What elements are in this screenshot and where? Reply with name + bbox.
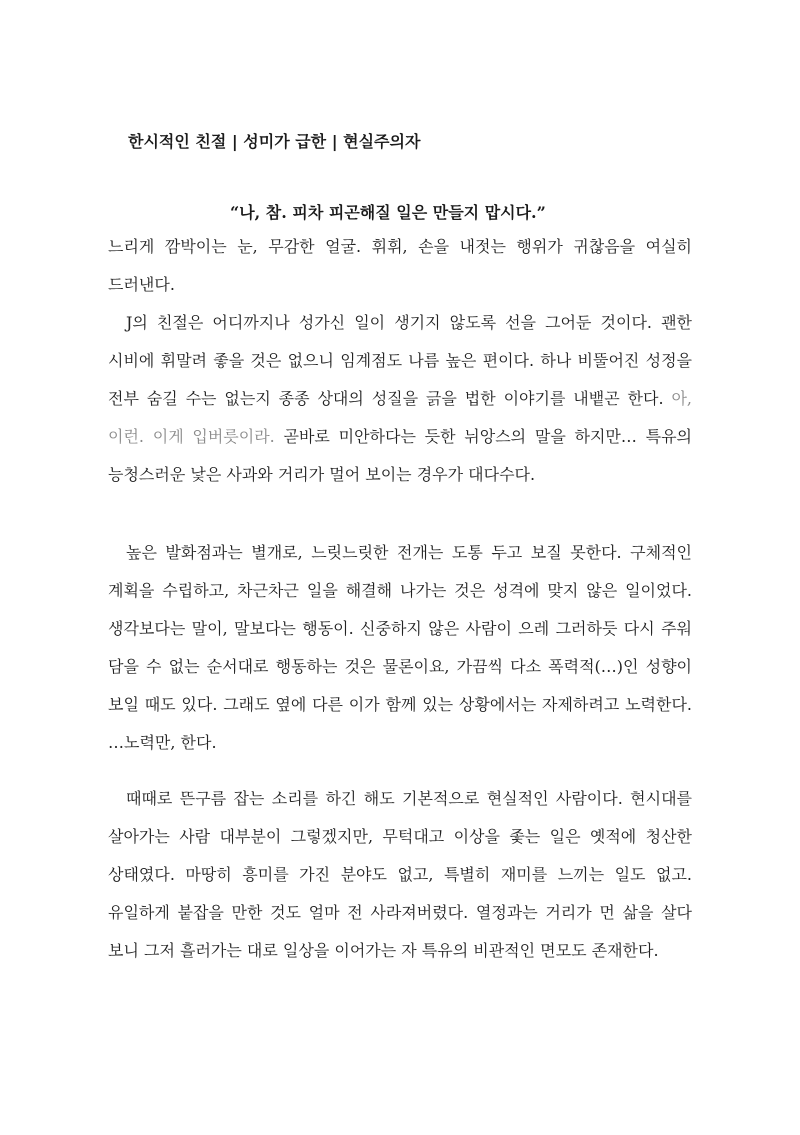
paragraph-1: 느리게 깜박이는 눈, 무감한 얼굴. 휘휘, 손을 내젓는 행위가 귀찮음을 여실히 드러낸다. [108,237,692,294]
paragraph-3: 높은 발화점과는 별개로, 느릿느릿한 전개는 도통 두고 보질 못한다. 구체적인 계획을 수립하고, 차근차근 일을 해결해 나가는 것은 성격에 맞지 않은 일이었다. 생각보다는 말이, 말보다는 행동이. 신중하지 않은 사람이 으레 그러하듯 다시 주워 담을 수 없는 순서대로 행동하는 것은 물론이요, 가끔씩 다소 폭력적(…)인 성향이 보일 때도 있다. 그래도 옆에 다른 이가 함께 있는 상황에서는 자제하려고 노력한다. …노력만, 한다. [108,543,692,752]
paragraph-4: 때때로 뜬구름 잡는 소리를 하긴 해도 기본적으로 현실적인 사람이다. 현시대를 살아가는 사람 대부분이 그렇겠지만, 무턱대고 이상을 좇는 일은 옛적에 청산한 상태였다. 마땅히 흥미를 가진 분야도 없고, 특별히 재미를 느끼는 일도 없고. 유일하게 붙잡을 만한 것도 얼마 전 사라져버렸다. 열정과는 거리가 먼 삶을 살다 보니 그저 흘러가는 대로 일상을 이어가는 자 특유의 비관적인 면모도 존재한다. [108,789,692,960]
paragraph-2-text-a: J의 친절은 어디까지나 성가신 일이 생기지 않도록 선을 그어둔 것이다. 괜한 시비에 휘말려 좋을 것은 없으니 임계점도 나름 높은 편이다. 하나 비뚤어진 성정을 전부 숨길 수는 없는지 종종 상대의 성질을 긁을 법한 이야기를 내뱉곤 한다. [108,313,692,408]
paragraph-block-1 [108,228,692,494]
paragraph-2 [108,304,692,494]
paragraph-2-aside: 아, 이런. 이게 입버릇이라. [108,389,692,446]
paragraph-block-3 [108,780,692,970]
character-quote: “나, 참. 피차 피곤해질 일은 만들지 맙시다.” [230,203,546,222]
paragraph-block-2 [108,534,692,762]
paragraph-2-text-b: 곧바로 미안하다는 듯한 뉘앙스의 말을 하지만… 특유의 능청스러운 낯은 사과와 거리가 멀어 보이는 경우가 대다수다. [108,427,692,484]
trait-heading: 한시적인 친절 | 성미가 급한 | 현실주의자 [128,132,421,151]
